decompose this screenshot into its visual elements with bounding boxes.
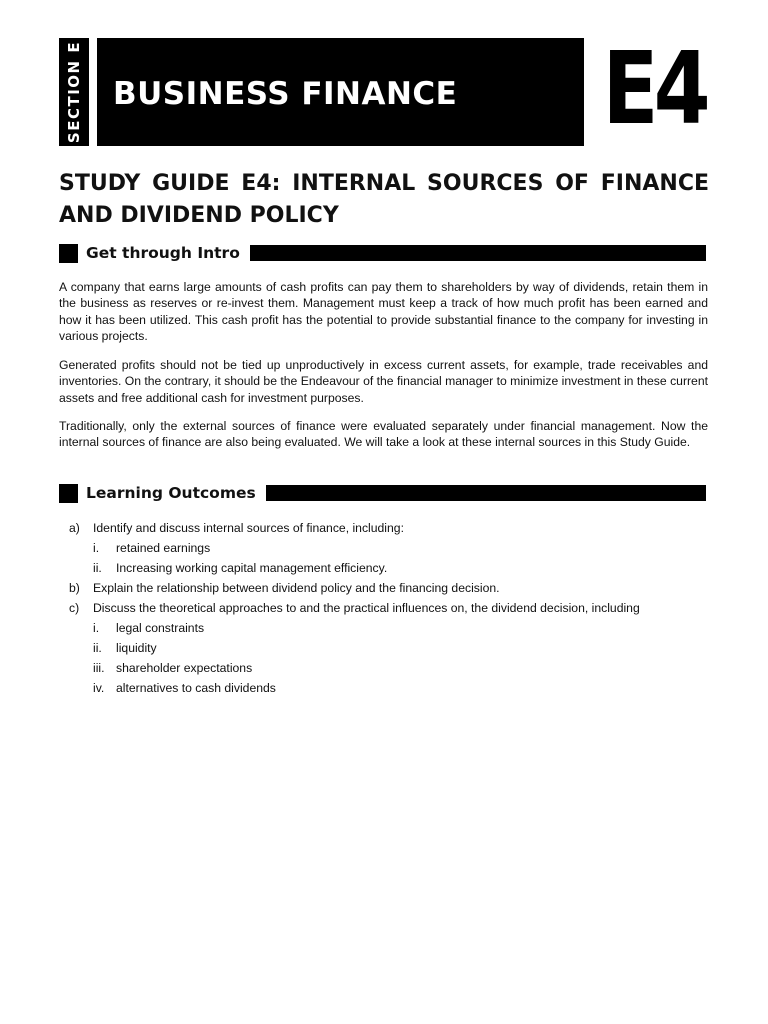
list-item-text: retained earnings <box>116 541 211 555</box>
page-header <box>59 30 709 147</box>
list-item-label: b) <box>69 581 80 595</box>
list-item <box>59 658 708 678</box>
section-tab <box>59 38 89 146</box>
chapter-code: E4 <box>602 30 706 147</box>
list-item-text: Explain the relationship between dividend policy and the financing decision. <box>93 581 500 595</box>
list-item-text: liquidity <box>116 641 157 655</box>
list-item-label: ii. <box>93 561 102 575</box>
list-item <box>59 678 708 698</box>
heading-square-icon <box>59 484 78 503</box>
list-item <box>59 538 708 558</box>
outcomes-heading-label: Learning Outcomes <box>86 484 256 502</box>
outcomes-heading <box>59 482 706 504</box>
list-item <box>59 518 708 538</box>
list-item-label: i. <box>93 621 100 635</box>
list-item-text: alternatives to cash dividends <box>116 681 276 695</box>
list-item-label: a) <box>69 521 80 535</box>
list-item <box>59 578 708 598</box>
heading-rule <box>266 485 706 501</box>
intro-paragraph-3: Traditionally, only the external sources of finance were evaluated separately under financial management. Now the internal sources of finance are also being evaluated. We will take a look at these internal sources in this Study Guide. <box>59 419 708 450</box>
list-item-label: iv. <box>93 681 105 695</box>
list-item-label: iii. <box>93 661 105 675</box>
intro-heading <box>59 242 706 264</box>
heading-square-icon <box>59 244 78 263</box>
list-item-text: legal constraints <box>116 621 205 635</box>
title-bar <box>97 38 584 146</box>
header-title: BUSINESS FINANCE <box>113 76 458 112</box>
list-item <box>59 598 708 618</box>
list-item-label: c) <box>69 601 80 615</box>
intro-paragraph-2: Generated profits should not be tied up unproductively in excess current assets, for example, trade receivables and inventories. On the contrary, it should be the Endeavour of the financial manager to minimize investment in these current assets and free additional cash for investment purposes. <box>59 358 708 405</box>
intro-heading-label: Get through Intro <box>86 244 240 262</box>
heading-rule <box>250 245 706 261</box>
list-item-text: Identify and discuss internal sources of finance, including: <box>93 521 404 535</box>
list-item-text: Discuss the theoretical approaches to and the practical influences on, the dividend decision, including <box>93 601 640 615</box>
intro-paragraph-1: A company that earns large amounts of cash profits can pay them to shareholders by way of dividends, retain them in the business as reserves or re-invest them. Management must keep a track of how much profit has been earned and how it has been utilized. This cash profit has the potential to provide substantial finance to the company for investing in various projects. <box>59 280 708 344</box>
learning-outcomes-list <box>59 518 708 698</box>
list-item-text: Increasing working capital management efficiency. <box>116 561 388 575</box>
list-item-label: ii. <box>93 641 102 655</box>
study-guide-title: STUDY GUIDE E4: INTERNAL SOURCES OF FINANCE AND DIVIDEND POLICY <box>59 171 709 228</box>
list-item-label: i. <box>93 541 100 555</box>
list-item <box>59 638 708 658</box>
list-item <box>59 618 708 638</box>
list-item-text: shareholder expectations <box>116 661 253 675</box>
list-item <box>59 558 708 578</box>
section-label: SECTION E <box>65 40 83 144</box>
